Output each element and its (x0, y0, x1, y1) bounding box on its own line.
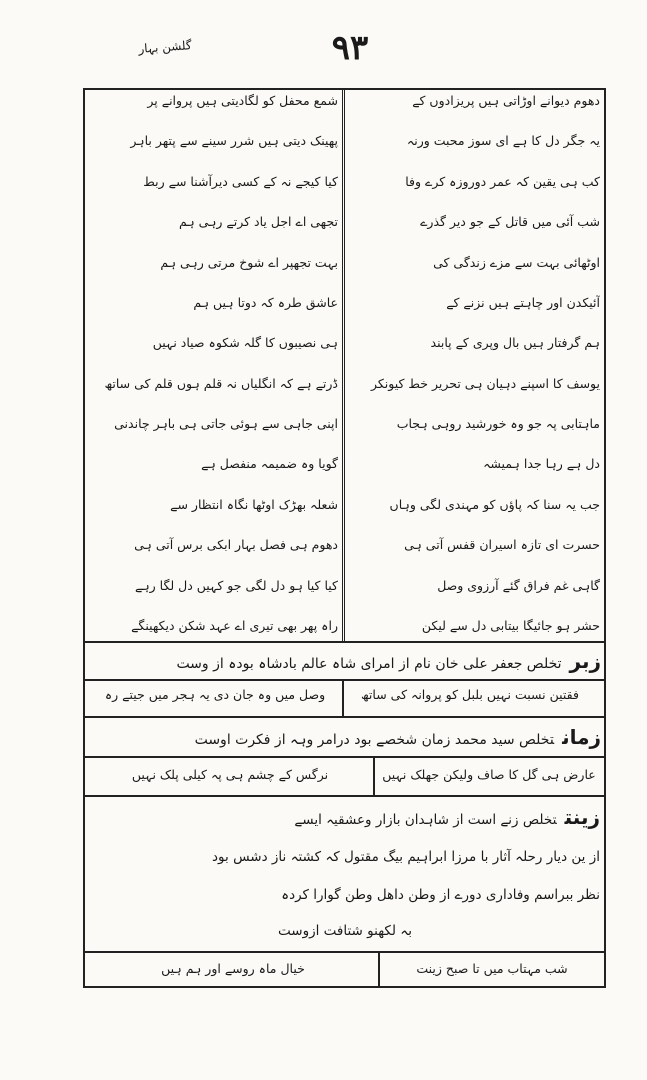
verse-line: شمع محفل کو لگادیتی ہیں پروانے پر (147, 93, 338, 108)
verse-line: راہ پھر بھی تیری اے عہد شکن دیکھینگے (131, 617, 338, 633)
verse-line: ڈرتے ہے کہ انگلیاں نہ قلم ہوں قلم کی ساتھ (104, 375, 338, 391)
verse-line: شعلہ بھڑک اوٹھا نگاہ انتظار سے (170, 496, 338, 512)
couplet-right: فقتین نسبت نہیں بلبل کو پروانہ کی ساتھ (361, 687, 579, 702)
verse-line: ہی نصیبوں کا گلہ شکوہ صیاد نہیں (152, 335, 338, 351)
section-rule (83, 795, 606, 797)
couplet-left: نرگس کے چشم ہی پہ کیلی پلک نہیں (131, 767, 329, 782)
poet-name: زبر (569, 650, 601, 673)
verse-line: یوسف کا اسپنے دہیان ہی تحریر خط کیونکر (370, 375, 600, 391)
verse-line: کیا کیا ہو دل لگی جو کہیں دل لگا رہے (135, 577, 338, 593)
page-number: ۹۳ (331, 28, 369, 68)
right-column (348, 92, 600, 640)
couplet-divider (378, 952, 380, 986)
couplet-right: شب مہتاب میں تا صبح زینت (416, 961, 568, 976)
verse-line: کب ہی یقین کہ عمر دوروزہ کرے وفا (405, 173, 600, 189)
verse-line: گاہی غم فراق گئے آرزوی وصل (437, 577, 600, 593)
couplet-divider (342, 680, 344, 716)
verse-line: یہ جگر دل کا ہے ای سوز محبت ورنہ (406, 133, 600, 149)
verse-line: جب یہ سنا کہ پاؤں کو مہندی لگی وہاں (389, 496, 600, 512)
verse-line: شب آئی میں قاتل کے جو دیر گذرے (420, 214, 600, 230)
verse-line: گویا وہ ضمیمہ منفصل ہے (201, 456, 338, 472)
verse-line: عاشق طرہ کہ دوتا ہیں ہم (193, 294, 338, 310)
verse-line: ہم گرفتار ہیں بال وپری کے پابند (430, 335, 600, 351)
verse-line: حسرت ای تازہ اسیران قفس آتی ہی (404, 537, 600, 553)
couplet-left: وصل میں وہ جان دی یہ ہجر میں جیتے رہ (104, 687, 326, 702)
verse-line: اوٹھائی بہت سے مزے زندگی کی (433, 254, 600, 270)
left-column (90, 92, 338, 640)
prose-line: نظر ببراسم وفاداری دورے از وطن داھل وطن گوارا کردہ (281, 887, 600, 903)
verse-line: کیا کیجے نہ کے کسی دیرآشنا سے ربط (143, 173, 338, 189)
section-zabar-intro (88, 650, 601, 675)
couplet-right: عارض ہی گل کا صاف ولیکن جھلک نہیں (382, 767, 596, 782)
poet-intro: تخلص سید محمد زمان شخصے بود درامر وہہ از فکرت اوست (194, 732, 555, 748)
verse-line: حشر ہو جائیگا بیتابی دل سے لیکن (421, 617, 600, 633)
verse-line: اپنی جاہی سے ہوئی جاتی ہی باہر چاندنی (114, 416, 338, 431)
verse-line: دل ہے رہا جدا ہمیشہ (483, 456, 600, 472)
poet-name: زمان (562, 726, 601, 749)
verse-line: تجھی اے اجل یاد کرتے رہی ہم (179, 214, 338, 230)
verse-line: بہت تجھپر اے شوخ مرتی رہی ہم (160, 254, 338, 270)
verse-line: دھوم ہی فصل بہار ابکی برس آتی ہی (134, 537, 338, 553)
section-rule (83, 716, 606, 718)
section-zeenat-line (90, 798, 600, 839)
section-rule (83, 756, 606, 758)
section-rule (83, 679, 606, 681)
section-rule (83, 641, 606, 643)
prose-line: از ین دیار رحلہ آثار با مرزا ابراہیم بیگ مقتول کہ کشتہ ناز دشس بود (212, 849, 600, 865)
verse-line: ماہتابی پہ جو وہ خورشید روہی ہجاب (396, 416, 600, 431)
section-rule (83, 951, 606, 953)
poet-intro: تخلص جعفر علی خان نام از امرای شاہ عالم بادشاہ بودہ از وست (176, 656, 562, 672)
column-divider (342, 88, 345, 641)
prose-line: تخلص زنے است از شاہدان بازار وعشقیہ ایسے (294, 812, 557, 828)
prose-line: بہ لکھنو شتافت ازوست (278, 923, 412, 939)
couplet-divider (373, 757, 375, 795)
verse-line: دھوم دیوانے اوڑاتی ہیں پریزادوں کے (412, 93, 600, 108)
poet-name: زینت (564, 805, 600, 829)
couplet-left: خیال ماہ روسے اور ہم ہیں (161, 961, 305, 976)
verse-line: پھینک دیتی ہیں شرر سینے سے پتھر باہر (130, 133, 338, 149)
verse-line: آئیکدن اور چاہتے ہیں نزنے کے (446, 294, 600, 310)
section-zaman-intro (88, 726, 601, 751)
running-title: گلشن بہار (137, 38, 193, 56)
